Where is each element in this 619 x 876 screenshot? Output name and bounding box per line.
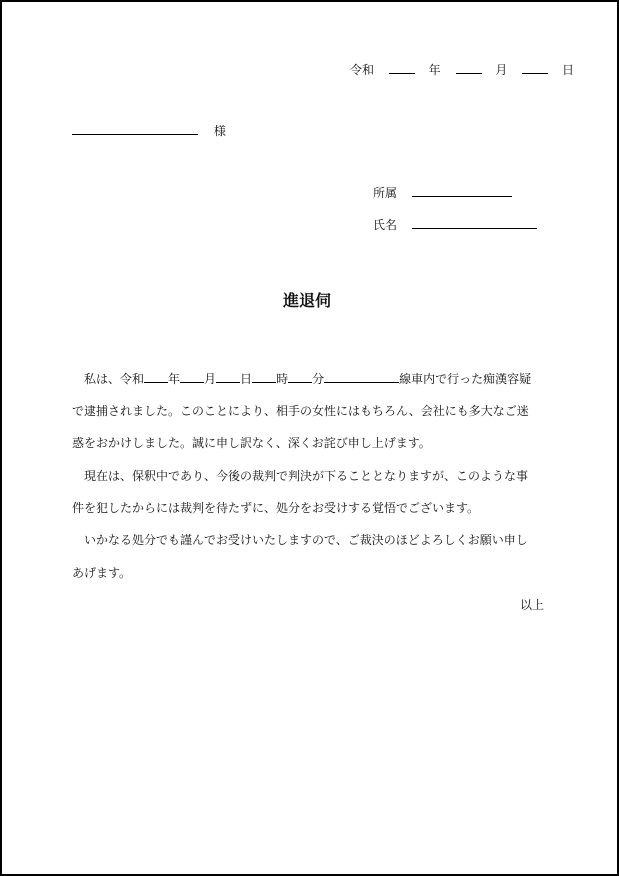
body-line-1 [84, 371, 531, 386]
date-month-blank [456, 62, 482, 74]
date-era: 令和 [350, 63, 375, 77]
incident-day-blank [216, 371, 240, 383]
incident-year-blank [144, 371, 168, 383]
name-label: 氏名 [373, 218, 398, 232]
incident-month-blank [180, 371, 204, 383]
body-line-3: 惑をおかけしました。誠に申し訳なく、深くお詫び申し上げます。 [72, 436, 431, 450]
train-line-blank [324, 371, 399, 383]
body-line-7: あげます。 [72, 566, 132, 580]
recipient-honorific: 様 [213, 124, 226, 138]
date-day-blank [522, 62, 548, 74]
body-line-5: 件を犯したからには裁判を待たずに、処分をお受けする覚悟でございます。 [72, 501, 480, 515]
incident-hour-label: 時 [276, 372, 289, 386]
incident-date-prefix: 私は、令和 [84, 372, 145, 386]
document-title: 進退伺 [283, 291, 332, 310]
incident-description: 線車内で行った痴漢容疑 [399, 372, 532, 386]
sender-name-line [373, 217, 537, 232]
date-month-label: 月 [495, 63, 508, 77]
body-line-6: いかなる処分でも謹んでお受けいたしますので、ご裁決のほどよろしくお願い申し [84, 533, 528, 547]
closing-text: 以上 [520, 598, 545, 612]
recipient-line [72, 123, 226, 138]
incident-hour-blank [252, 371, 276, 383]
incident-minute-label: 分 [312, 372, 325, 386]
date-year-blank [389, 62, 415, 74]
incident-day-label: 日 [240, 372, 253, 386]
date-day-label: 日 [562, 63, 575, 77]
body-line-4: 現在は、保釈中であり、今後の裁判で判決が下ることとなりますが、このような事 [84, 469, 529, 483]
incident-year-label: 年 [168, 372, 181, 386]
affiliation-blank [412, 185, 512, 197]
recipient-name-blank [72, 123, 198, 135]
body-line-2: で逮捕されました。このことにより、相手の女性にはもちろん、会社にも多大なご迷 [72, 404, 529, 418]
incident-month-label: 月 [204, 372, 217, 386]
sender-affiliation-line [373, 185, 512, 200]
incident-minute-blank [288, 371, 312, 383]
date-line [350, 62, 574, 77]
affiliation-label: 所属 [373, 186, 398, 200]
date-year-label: 年 [428, 63, 441, 77]
name-blank [412, 217, 537, 229]
